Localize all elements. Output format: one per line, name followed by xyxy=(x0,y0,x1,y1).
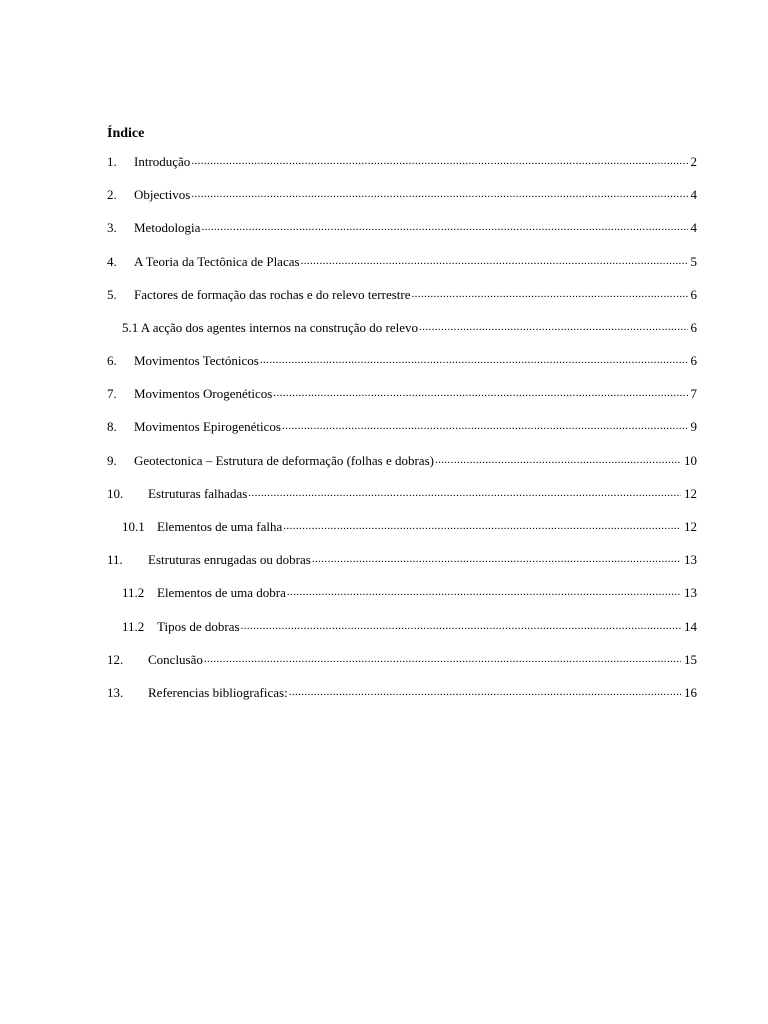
toc-entry-elementos-dobra[interactable] xyxy=(122,584,697,602)
toc-entry-label: Movimentos Epirogenéticos xyxy=(134,419,281,434)
toc-entry-label: Movimentos Orogenéticos xyxy=(134,386,273,401)
toc-entry-metodologia[interactable] xyxy=(107,219,697,237)
toc-entry-teoria-tectonica[interactable] xyxy=(107,253,697,271)
toc-entry-label: Elementos de uma dobra xyxy=(157,585,286,600)
dot-leader xyxy=(282,419,688,433)
dot-leader xyxy=(289,685,681,699)
toc-entry-estruturas-enrugadas[interactable] xyxy=(107,551,697,569)
toc-entry-number: 12. xyxy=(107,652,124,667)
toc-entry-number: 11.2 xyxy=(122,585,145,600)
toc-entry-page: 12 xyxy=(684,486,697,501)
toc-entry-page: 12 xyxy=(684,519,697,534)
toc-entry-number: 3. xyxy=(107,220,117,235)
toc-entry-number: 13. xyxy=(107,685,124,700)
dot-leader xyxy=(419,320,687,334)
toc-entry-number: 2. xyxy=(107,187,117,202)
toc-entry-label: Estruturas enrugadas ou dobras xyxy=(148,552,311,567)
toc-entry-page: 16 xyxy=(684,685,697,700)
toc-entry-conclusao[interactable] xyxy=(107,651,697,669)
dot-leader xyxy=(248,486,681,500)
toc-entry-page: 13 xyxy=(684,552,697,567)
dot-leader xyxy=(312,552,681,566)
dot-leader xyxy=(201,220,687,234)
dot-leader xyxy=(191,154,687,168)
toc-title: Índice xyxy=(107,126,145,141)
toc-entry-movimentos-orogeneticos[interactable] xyxy=(107,385,697,403)
toc-entry-factores-formacao[interactable] xyxy=(107,286,697,304)
toc-entry-number: 10.1 xyxy=(122,519,145,534)
toc-entry-number: 11.2 xyxy=(122,619,145,634)
toc-entry-number: 8. xyxy=(107,419,117,434)
toc-entry-number: 4. xyxy=(107,254,117,269)
toc-entry-page: 2 xyxy=(690,154,697,169)
toc-entry-page: 7 xyxy=(690,386,697,401)
toc-entry-page: 5 xyxy=(690,254,697,269)
toc-entry-label: Metodologia xyxy=(134,220,201,235)
toc-entry-referencias[interactable] xyxy=(107,684,697,702)
toc-entry-label: Objectivos xyxy=(134,187,191,202)
toc-entry-movimentos-epirogeneticos[interactable] xyxy=(107,418,697,436)
toc-entry-number: 10. xyxy=(107,486,124,501)
toc-entry-label: Introdução xyxy=(134,154,191,169)
toc-entry-objectivos[interactable] xyxy=(107,186,697,204)
toc-entry-estruturas-falhadas[interactable] xyxy=(107,485,697,503)
dot-leader xyxy=(301,254,688,268)
toc-entry-label: Conclusão xyxy=(148,652,203,667)
toc-entry-page: 9 xyxy=(690,419,697,434)
toc-entry-page: 4 xyxy=(690,220,697,235)
toc-entry-number: 1. xyxy=(107,154,117,169)
toc-entry-label: Geotectonica – Estrutura de deformação (folhas e dobras) xyxy=(134,453,434,468)
dot-leader xyxy=(241,619,681,633)
toc-entry-page: 13 xyxy=(684,585,697,600)
dot-leader xyxy=(435,453,681,467)
dot-leader xyxy=(287,585,681,599)
toc-entry-label: Movimentos Tectónicos xyxy=(134,353,259,368)
toc-entry-label: Tipos de dobras xyxy=(157,619,240,634)
toc-entry-page: 15 xyxy=(684,652,697,667)
dot-leader xyxy=(411,287,687,301)
dot-leader xyxy=(204,652,681,666)
toc-entry-introducao[interactable] xyxy=(107,153,697,171)
toc-entry-number: 5. xyxy=(107,287,117,302)
toc-entry-page: 10 xyxy=(684,453,697,468)
toc-entry-number: 9. xyxy=(107,453,117,468)
toc-entry-label: 5.1 A acção dos agentes internos na construção do relevo xyxy=(122,320,419,335)
toc-entry-elementos-falha[interactable] xyxy=(122,518,697,536)
dot-leader xyxy=(260,353,688,367)
toc-entry-geotectonica[interactable] xyxy=(107,452,697,470)
toc-entry-accao-agentes[interactable] xyxy=(122,319,697,337)
dot-leader xyxy=(191,187,687,201)
toc-entry-label: A Teoria da Tectônica de Placas xyxy=(134,254,300,269)
toc-entry-number: 7. xyxy=(107,386,117,401)
toc-entry-tipos-dobras[interactable] xyxy=(122,618,697,636)
toc-entry-page: 4 xyxy=(690,187,697,202)
toc-entry-label: Referencias bibliograficas: xyxy=(148,685,288,700)
toc-entry-page: 14 xyxy=(684,619,697,634)
toc-entry-page: 6 xyxy=(690,287,697,302)
toc-entry-number: 6. xyxy=(107,353,117,368)
toc-entry-page: 6 xyxy=(690,320,697,335)
toc-entry-label: Factores de formação das rochas e do relevo terrestre xyxy=(134,287,411,302)
dot-leader xyxy=(273,386,687,400)
toc-entry-page: 6 xyxy=(690,353,697,368)
toc-entry-label: Estruturas falhadas xyxy=(148,486,248,501)
toc-entry-movimentos-tectonicos[interactable] xyxy=(107,352,697,370)
toc-entry-label: Elementos de uma falha xyxy=(157,519,283,534)
dot-leader xyxy=(283,519,681,533)
toc-entry-number: 11. xyxy=(107,552,123,567)
